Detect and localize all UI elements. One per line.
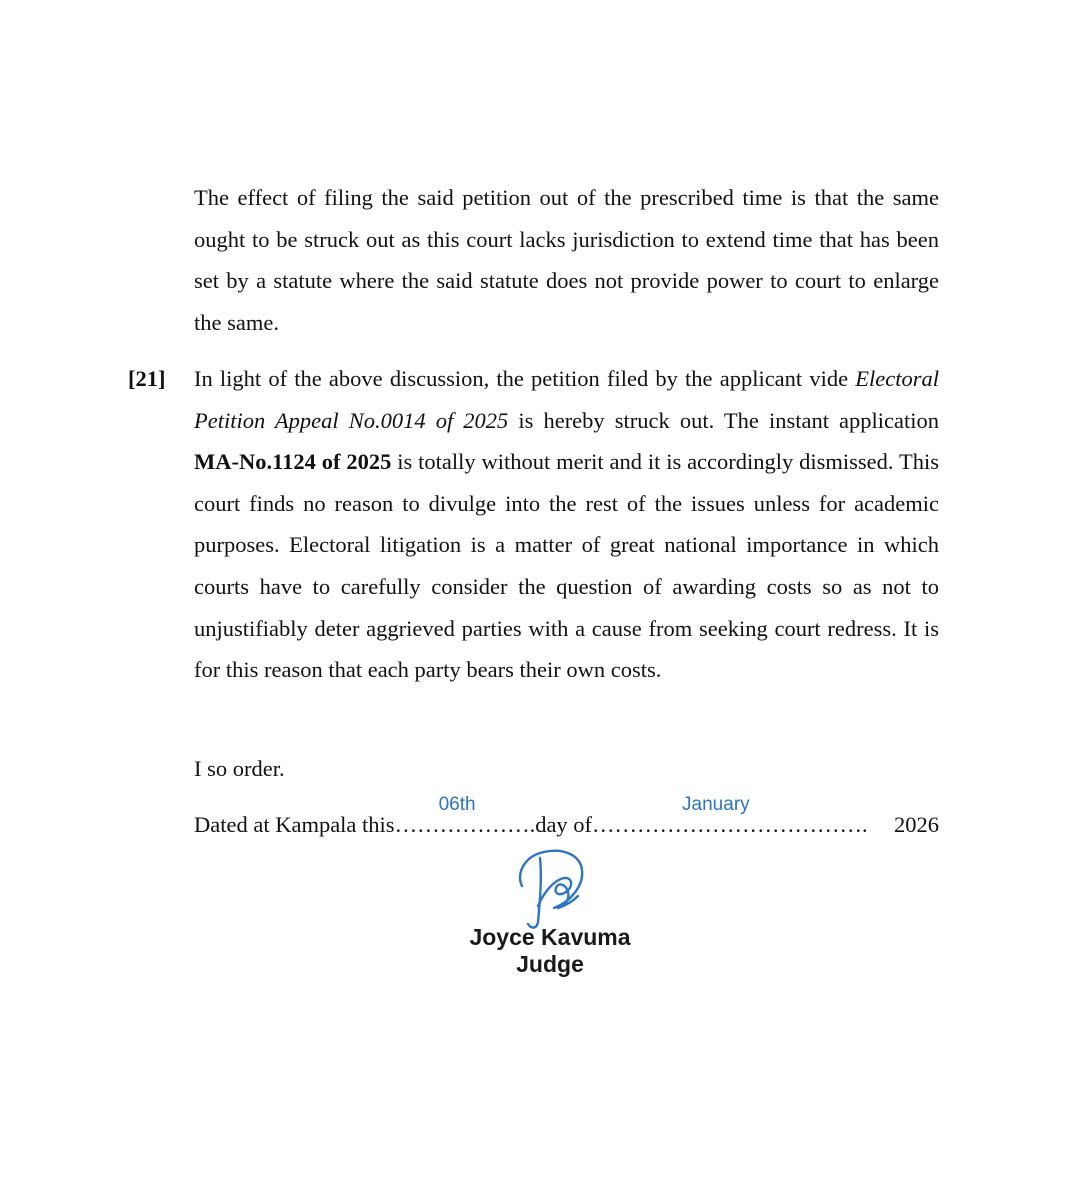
paragraph-21 xyxy=(194,358,939,691)
case-reference: Electoral Petition Appeal No.0014 of 2025 xyxy=(194,366,939,433)
paragraph-number: [21] xyxy=(128,366,166,391)
paragraph-21-part3: is totally without merit and it is accordingly dismissed. This court finds no reason to divulge into the rest of the issues unless for academic purposes. Electoral litigation is a matter of great national importance in which courts have to carefully consider the question of awarding costs so as not to unjustifiably deter aggrieved parties with a cause from seeking court redress. It is for this reason that each party bears their own costs. xyxy=(194,449,939,683)
signer-name: Joyce Kavuma xyxy=(469,924,631,950)
dated-line xyxy=(194,794,939,846)
paragraph-effect-of-filing: The effect of filing the said petition out of the prescribed time is that the same ought to be struck out as this court lacks jurisdiction to extend time that has been set by a statute where the said statute does not provide power to court to enlarge the same. xyxy=(194,185,939,335)
month-fill xyxy=(592,794,868,846)
dated-middle: day of xyxy=(535,812,593,837)
day-fill xyxy=(394,794,536,846)
paragraph-21-part2: is hereby struck out. The instant application xyxy=(508,407,939,433)
order-statement: I so order. xyxy=(194,756,285,781)
signer-title: Judge xyxy=(516,951,584,977)
application-reference: MA-No.1124 of 2025 xyxy=(194,449,392,475)
dated-prefix: Dated at Kampala this xyxy=(194,812,395,837)
day-dots: ………………. xyxy=(394,812,536,837)
handwritten-month: January xyxy=(682,794,750,815)
paragraph-21-part1: In light of the above discussion, the petition filed by the applicant vide xyxy=(194,366,856,391)
handwritten-signature xyxy=(510,844,590,932)
dated-year: 2026 xyxy=(894,812,939,837)
month-dots: ………………………………. xyxy=(592,812,868,837)
handwritten-day: 06th xyxy=(438,794,476,815)
